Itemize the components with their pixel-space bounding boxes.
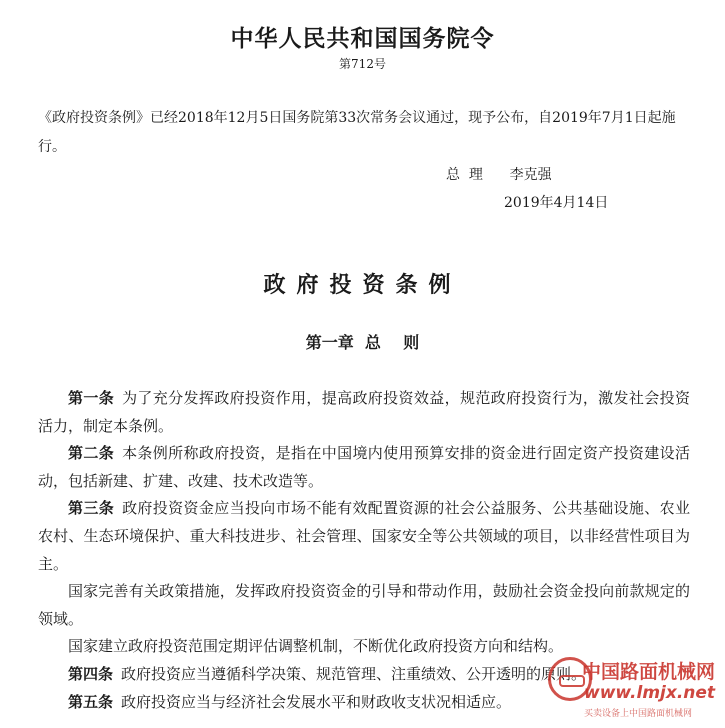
article-label: 第一条: [68, 389, 115, 407]
order-number: 第712号: [339, 57, 386, 71]
article-text: 政府投资应当与经济社会发展水平和财政收支状况相适应。: [121, 692, 512, 711]
article-text: 为了充分发挥政府投资作用，提高政府投资效益，规范政府投资行为，激发社会投资活力，制定本条例。: [38, 389, 690, 435]
article-paragraph: [38, 578, 690, 633]
article-label: 第三条: [68, 499, 115, 518]
chapter-heading: 第一章 总 则: [305, 333, 420, 352]
signature-date: 2019年4月14日: [504, 195, 609, 211]
regulation-title: 政府投资条例: [263, 272, 462, 298]
promulgation-text: 《政府投资条例》已经2018年12月5日国务院第33次常务会议通过，现予公布，自2019年7月1日起施行。: [38, 110, 676, 155]
order-title: 中华人民共和国国务院令: [230, 25, 495, 52]
signatory-title: 总 理: [446, 167, 483, 183]
article-label: 第五条: [68, 692, 114, 711]
watermark-url: www.lmjx.net: [584, 683, 716, 703]
signature-line: [446, 162, 552, 188]
article-paragraph: [38, 495, 690, 578]
article-text: 国家完善有关政策措施，发挥政府投资资金的引导和带动作用，鼓励社会资金投向前款规定的领域。: [38, 582, 690, 628]
watermark-tagline: 买卖设备上中国路面机械网: [584, 709, 693, 719]
article-text: 政府投资应当遵循科学决策、规范管理、注重绩效、公开透明的原则。: [121, 664, 587, 683]
site-watermark: [548, 655, 725, 728]
article-text: 国家建立政府投资范围定期评估调整机制，不断优化政府投资方向和结构。: [68, 637, 564, 656]
article-text: 政府投资资金应当投向市场不能有效配置资源的社会公益服务、公共基础设施、农业农村、生态环境保护、重大科技进步、社会管理、国家安全等公共领域的项目，以非经营性项目为主。: [38, 499, 690, 573]
watermark-name: 中国路面机械网: [582, 661, 716, 683]
signatory-name: 李克强: [509, 167, 552, 183]
article-paragraph: [38, 385, 690, 440]
article-label: 第四条: [68, 664, 114, 683]
article-text: 本条例所称政府投资，是指在中国境内使用预算安排的资金进行固定资产投资建设活动，包括新建、扩建、改建、技术改造等。: [38, 444, 690, 490]
article-label: 第二条: [68, 444, 115, 463]
article-paragraph: [38, 440, 690, 495]
